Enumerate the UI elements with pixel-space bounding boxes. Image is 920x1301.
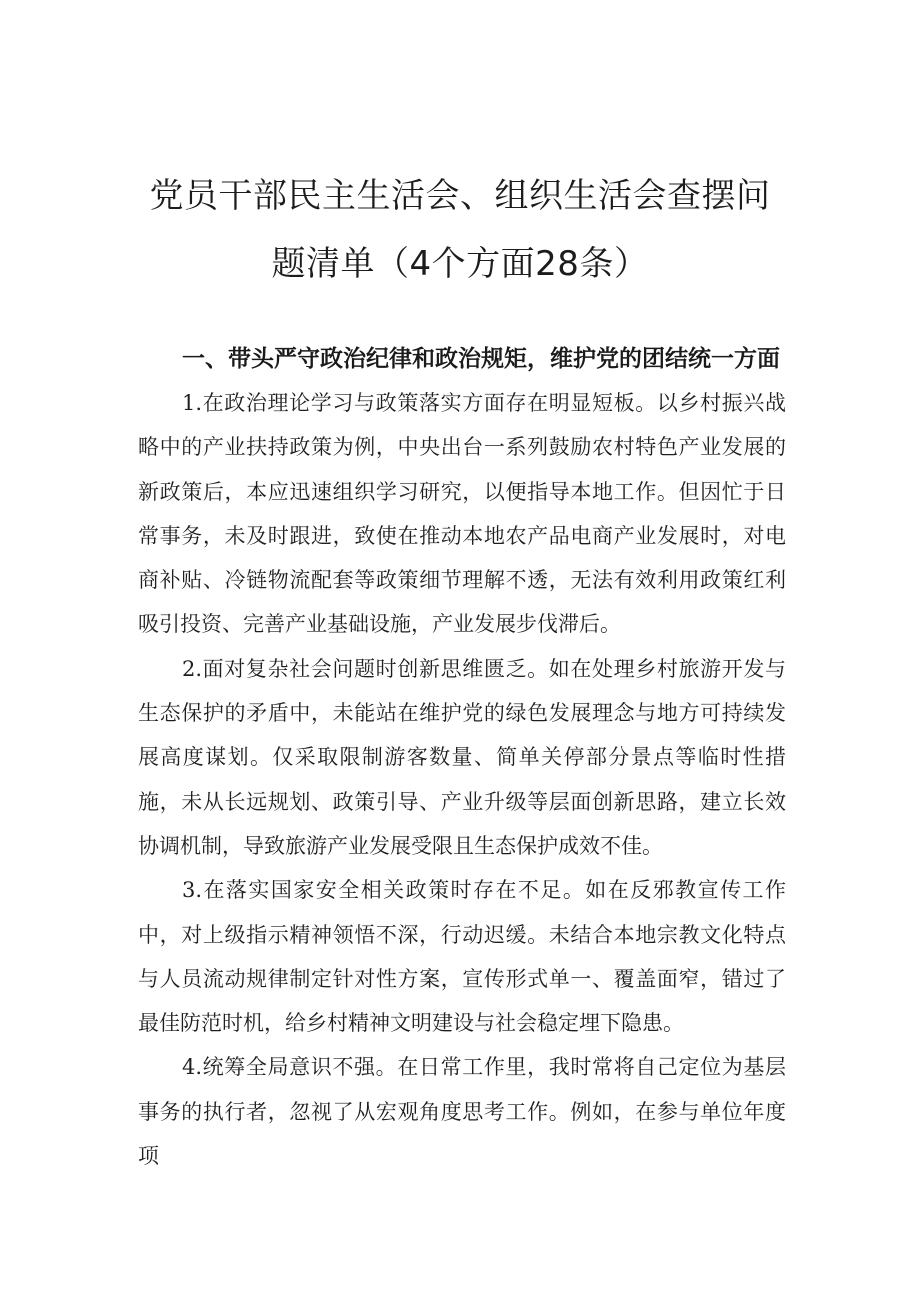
paragraph-4: 4.统筹全局意识不强。在日常工作里，我时常将自己定位为基层事务的执行者，忽视了从宏观角度思考工作。例如，在参与单位年度项: [138, 1055, 786, 1169]
title-line-1: 党员干部民主生活会、组织生活会查摆问: [149, 176, 771, 216]
document-body: [138, 381, 786, 1178]
paragraph-1: 1.在政治理论学习与政策落实方面存在明显短板。以乡村振兴战略中的产业扶持政策为例，中央出台一系列鼓励农村特色产业发展的新政策后，本应迅速组织学习研究，以便指导本地工作。但因忙于日常事务，未及时跟进，致使在推动本地农产品电商产业发展时，对电商补贴、冷链物流配套等政策细节理解不透，无法有效利用政策红利吸引投资、完善产业基础设施，产业发展步伐滞后。: [138, 391, 786, 637]
paragraph-2: 2.面对复杂社会问题时创新思维匮乏。如在处理乡村旅游开发与生态保护的矛盾中，未能站在维护党的绿色发展理念与地方可持续发展高度谋划。仅采取限制游客数量、简单关停部分景点等临时性措施，未从长远规划、政策引导、产业升级等层面创新思路，建立长效协调机制，导致旅游产业发展受限且生态保护成效不佳。: [138, 656, 786, 858]
document-title: [120, 162, 800, 298]
section-heading-1: 一、带头严守政治纪律和政治规矩，维护党的团结统一方面: [182, 346, 780, 372]
title-line-2: 题清单（4个方面28条）: [271, 244, 649, 284]
paragraph-3: 3.在落实国家安全相关政策时存在不足。如在反邪教宣传工作中，对上级指示精神领悟不深，行动迟缓。未结合本地宗教文化特点与人员流动规律制定针对性方案，宣传形式单一、覆盖面窄，错过了最佳防范时机，给乡村精神文明建设与社会稳定埋下隐患。: [138, 878, 786, 1036]
